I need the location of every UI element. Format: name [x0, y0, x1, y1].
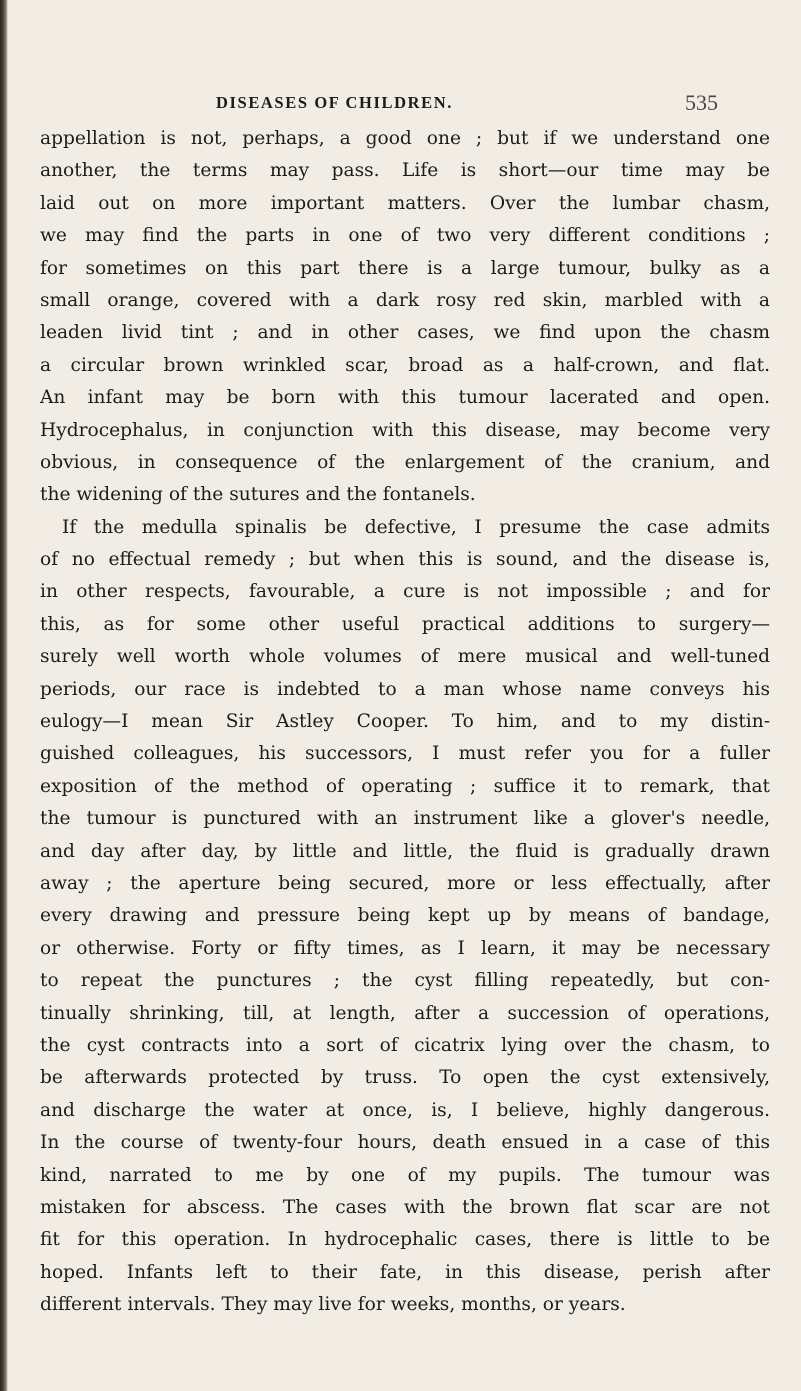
text-line: or otherwise. Forty or fifty times, as I learn, it may be necessary — [40, 937, 770, 959]
text-line: exposition of the method of operating ; suffice it to remark, that — [40, 775, 770, 797]
text-line: away ; the aperture being secured, more or less effectually, after — [40, 872, 770, 894]
text-line: tinually shrinking, till, at length, after a succession of operations, — [40, 1002, 770, 1024]
text-line: for sometimes on this part there is a large tumour, bulky as a — [40, 257, 770, 279]
text-line: fit for this operation. In hydrocephalic cases, there is little to be — [40, 1229, 770, 1251]
text-line: we may find the parts in one of two very different conditions ; — [40, 225, 770, 247]
body-text — [40, 123, 770, 1321]
text-line: be afterwards protected by truss. To open the cyst extensively, — [40, 1067, 770, 1089]
text-line: a circular brown wrinkled scar, broad as a half-crown, and flat. — [40, 354, 770, 376]
text-line: leaden livid tint ; and in other cases, we find upon the chasm — [40, 322, 770, 344]
text-line: An infant may be born with this tumour lacerated and open. — [40, 387, 770, 409]
text-line: eulogy—I mean Sir Astley Cooper. To him, and to my distin- — [40, 711, 770, 733]
text-line: the tumour is punctured with an instrument like a glover's needle, — [40, 808, 770, 830]
text-line: to repeat the punctures ; the cyst filling repeatedly, but con- — [40, 970, 770, 992]
binding-edge — [0, 0, 8, 1391]
text-line: In the course of twenty-four hours, death ensued in a case of this — [40, 1132, 770, 1154]
text-line: every drawing and pressure being kept up by means of bandage, — [40, 905, 770, 927]
text-line: this, as for some other useful practical additions to surgery— — [40, 613, 770, 635]
text-line: surely well worth whole volumes of mere musical and well-tuned — [40, 646, 770, 668]
text-line: periods, our race is indebted to a man whose name conveys his — [40, 678, 770, 700]
text-line: and discharge the water at once, is, I believe, highly dangerous. — [40, 1099, 770, 1121]
text-line: and day after day, by little and little, the fluid is gradually drawn — [40, 840, 770, 862]
text-line: mistaken for abscess. The cases with the brown flat scar are not — [40, 1196, 770, 1218]
text-line: different intervals. They may live for weeks, months, or years. — [40, 1294, 626, 1316]
text-line: Hydrocephalus, in conjunction with this disease, may become very — [40, 419, 770, 441]
text-line: in other respects, favourable, a cure is not impossible ; and for — [40, 581, 770, 603]
text-line: hoped. Infants left to their fate, in this disease, perish after — [40, 1261, 770, 1283]
text-line: If the medulla spinalis be defective, I presume the case admits — [62, 516, 770, 538]
text-line: obvious, in consequence of the enlargement of the cranium, and — [40, 451, 770, 473]
text-line: small orange, covered with a dark rosy red skin, marbled with a — [40, 289, 770, 311]
text-line: guished colleagues, his successors, I must refer you for a fuller — [40, 743, 770, 765]
running-title: DISEASES OF CHILDREN. — [216, 93, 453, 112]
text-line: of no effectual remedy ; but when this is sound, and the disease is, — [40, 549, 770, 571]
page-number: 535 — [685, 90, 718, 115]
text-line: the cyst contracts into a sort of cicatrix lying over the chasm, to — [40, 1034, 770, 1056]
text-line: another, the terms may pass. Life is short—our time may be — [40, 160, 770, 182]
text-line: kind, narrated to me by one of my pupils. The tumour was — [40, 1164, 770, 1186]
text-line: appellation is not, perhaps, a good one ; but if we understand one — [40, 128, 770, 149]
text-line: laid out on more important matters. Over the lumbar chasm, — [40, 192, 770, 214]
running-head — [0, 90, 801, 116]
text-line: the widening of the sutures and the fontanels. — [40, 484, 476, 506]
